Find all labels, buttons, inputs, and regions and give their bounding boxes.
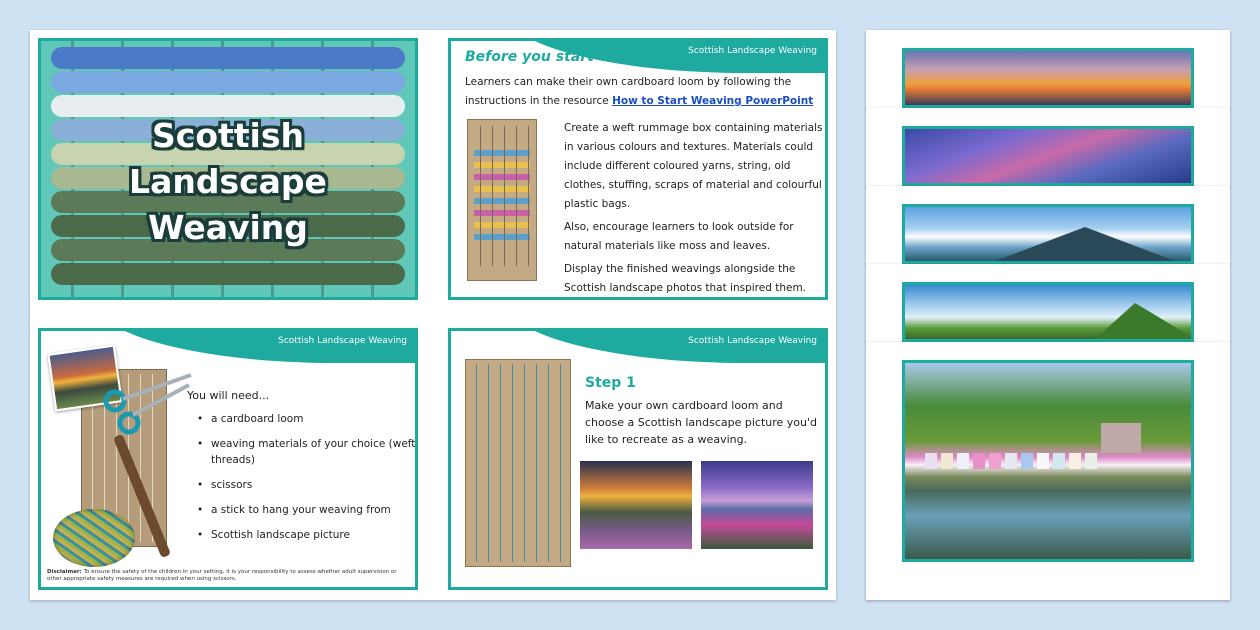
photo-card-mountain[interactable] — [866, 186, 1230, 266]
sunset-mountains-photo — [902, 48, 1194, 108]
mountain-shape — [995, 227, 1175, 261]
cardboard-loom-image — [467, 119, 537, 281]
weft-band — [474, 210, 530, 216]
disclaimer — [47, 569, 407, 583]
warp-thread — [504, 126, 505, 266]
house-shape — [1005, 453, 1017, 469]
harbour-village-photo — [902, 360, 1194, 562]
weft-band — [474, 198, 530, 204]
warp-thread — [528, 126, 529, 266]
list-item: • a cardboard loom — [197, 411, 417, 427]
cover-title — [41, 113, 415, 251]
house-shape — [941, 453, 953, 469]
list-item: • Scottish landscape picture — [197, 527, 417, 543]
photo-card-sunset[interactable] — [866, 30, 1230, 110]
intro-text — [465, 73, 821, 111]
before-you-start-slide[interactable] — [448, 38, 828, 300]
warp-thread — [492, 126, 493, 266]
cover-title-line: Weaving — [148, 208, 308, 247]
house-shape — [1021, 453, 1033, 469]
scissors-icon — [99, 371, 199, 441]
instruction-paragraph: Create a weft rummage box containing materials in various colours and textures. Materials could include different coloured yarns, string, old clothes, stuffing, scraps of material and colourful plastic bags. — [564, 122, 823, 210]
warp-thread — [536, 364, 537, 562]
instruction-paragraph: Also, encourage learners to look outside for natural materials like moss and leaves. — [564, 221, 794, 252]
house-shape — [1053, 453, 1065, 469]
house-shape — [1085, 453, 1097, 469]
list-item: • scissors — [197, 477, 417, 493]
disclaimer-label: Disclaimer: — [47, 569, 82, 575]
house-shape — [925, 453, 937, 469]
resource-sheet — [30, 30, 836, 600]
slide-header-label: Scottish Landscape Weaving — [688, 46, 817, 56]
house-shape — [1069, 453, 1081, 469]
warp-thread — [500, 364, 501, 562]
cover-title-line: Scottish — [152, 116, 304, 155]
weft-band — [474, 186, 530, 192]
photo-card-coast[interactable] — [866, 264, 1230, 344]
cardboard-loom-image — [465, 359, 571, 567]
weft-band — [474, 222, 530, 228]
yarn-ball-image — [53, 509, 135, 567]
warp-thread — [480, 126, 481, 266]
needs-heading: You will need... — [187, 389, 270, 402]
weft-strand — [51, 47, 405, 69]
warp-thread — [516, 126, 517, 266]
weft-strand — [51, 71, 405, 93]
list-item: • weaving materials of your choice (weft threads) — [197, 436, 417, 468]
church-shape — [1101, 423, 1141, 453]
house-shape — [989, 453, 1001, 469]
weft-band — [474, 162, 530, 168]
slide-title: Before you start — [465, 49, 594, 65]
slide-header-label: Scottish Landscape Weaving — [278, 336, 407, 346]
step-1-slide[interactable] — [448, 328, 828, 590]
step-title: Step 1 — [585, 375, 636, 391]
weft-strand — [51, 263, 405, 285]
house-shape — [1037, 453, 1049, 469]
warp-thread — [524, 364, 525, 562]
slide-header-label: Scottish Landscape Weaving — [688, 336, 817, 346]
instructions-body — [564, 119, 824, 300]
hill-shape — [1095, 303, 1194, 339]
purple-sky-photo — [902, 126, 1194, 186]
coastal-hills-photo — [902, 282, 1194, 342]
warp-thread — [560, 364, 561, 562]
weft-band — [474, 174, 530, 180]
step-body: Make your own cardboard loom and choose a Scottish landscape picture you'd like to recreate as a weaving. — [585, 399, 818, 446]
needs-list — [197, 411, 417, 552]
warp-thread — [512, 364, 513, 562]
warp-thread — [488, 364, 489, 562]
purple-heather-photo — [701, 461, 813, 549]
instruction-paragraph: Display the finished weavings alongside the Scottish landscape photos that inspired them. — [564, 263, 807, 294]
disclaimer-text: To ensure the safety of the children in your setting, it is your responsibility to assess whether adult supervision or other appropriate safety measures are required when using scissors. — [47, 569, 397, 582]
warp-thread — [476, 364, 477, 562]
weft-band — [474, 150, 530, 156]
photo-card-harbour[interactable] — [866, 342, 1230, 600]
weft-band — [474, 234, 530, 240]
mountain-photo — [902, 204, 1194, 264]
warp-thread — [548, 364, 549, 562]
powerpoint-link[interactable]: How to Start Weaving PowerPoint — [612, 95, 814, 107]
woven-cover-illustration — [41, 41, 415, 297]
heather-sunset-photo — [580, 461, 692, 549]
cover-slide[interactable] — [38, 38, 418, 300]
list-item: • a stick to hang your weaving from — [197, 502, 417, 518]
intro-text-body: Learners can make their own cardboard loom by following the instructions in the resource — [465, 76, 792, 107]
cover-title-line: Landscape — [129, 162, 327, 201]
house-shape — [957, 453, 969, 469]
you-will-need-slide[interactable] — [38, 328, 418, 590]
photo-card-sky[interactable] — [866, 108, 1230, 188]
house-shape — [973, 453, 985, 469]
